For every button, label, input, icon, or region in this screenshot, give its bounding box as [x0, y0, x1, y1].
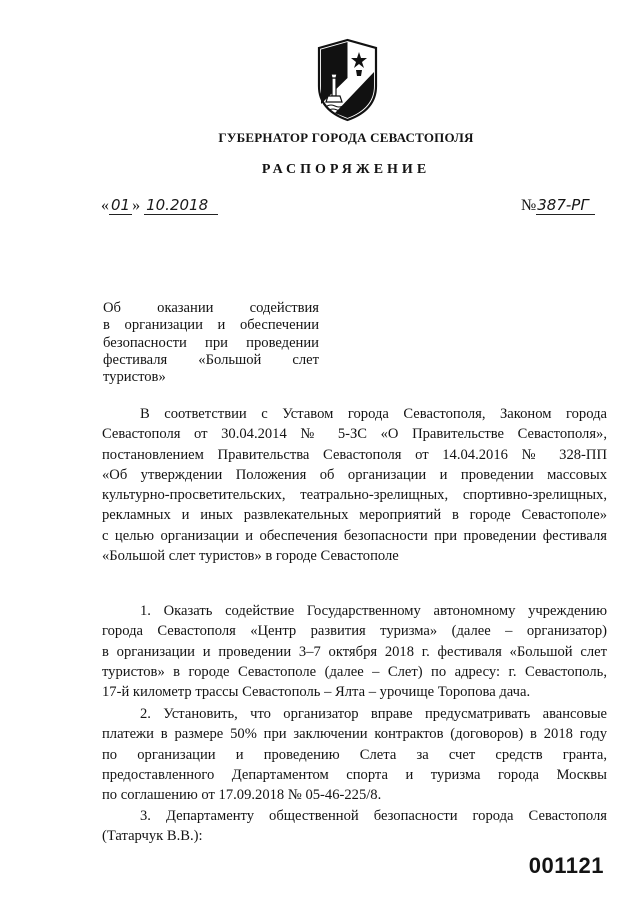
subject-line: безопасности при проведении	[103, 334, 319, 351]
subject-line: Об оказании содействия	[103, 300, 319, 316]
paragraph-line: туристов» в городе Севастополе (далее – Слет) по адресу: г. Севастополь,	[102, 663, 607, 680]
paragraph-line: 3. Департаменту общественной безопасности города Севастополя	[140, 808, 607, 824]
paragraph-line: платежи в размере 50% при заключении контрактов (договоров) в 2018 году	[102, 726, 607, 743]
paragraph-line: (Татарчук В.В.):	[102, 828, 203, 845]
document-date	[101, 196, 218, 215]
subject-line: туристов»	[103, 369, 166, 386]
number-value: 387-РГ	[536, 196, 594, 215]
document-type-title: РАСПОРЯЖЕНИЕ	[261, 162, 431, 177]
paragraph-line: по организации и проведению Слета за счет средств гранта,	[102, 746, 607, 763]
sevastopol-coat-of-arms-icon	[315, 38, 380, 122]
item-1-paragraph	[102, 601, 607, 702]
document-subject	[103, 300, 319, 386]
document-number	[521, 196, 595, 215]
subject-line: в организации и обеспечении	[103, 317, 319, 334]
date-day: 01	[111, 196, 131, 214]
subject-line: фестиваля «Большой слет	[103, 351, 319, 368]
date-close-quote: »	[132, 197, 141, 214]
paragraph-line: Севастополя от 30.04.2014 № 5-ЗС «О Правительстве Севастополя»,	[102, 426, 607, 443]
number-prefix: №	[521, 197, 537, 214]
paragraph-line: 1. Оказать содействие Государственному автономному учреждению	[140, 603, 607, 619]
paragraph-line: с целью организации и обеспечения безопасности при проведении фестиваля	[102, 527, 607, 544]
paragraph-line: 2. Установить, что организатор вправе предусматривать авансовые	[140, 706, 607, 722]
paragraph-line: города Севастополя «Центр развития туризма» (далее – организатор)	[102, 623, 607, 640]
paragraph-line: 17-й километр трассы Севастополь – Ялта – урочище Торопова дача.	[102, 684, 531, 701]
page-serial-code: 001121	[528, 853, 604, 878]
paragraph-line: «Об утверждении Положения об организации и проведении массовых	[102, 466, 607, 483]
date-open-quote: «	[101, 197, 109, 214]
paragraph-line: «Большой слет туристов» в городе Севастополе	[102, 548, 399, 565]
paragraph-line: культурно-просветительских, театрально-зрелищных, спортивно-зрелищных,	[102, 487, 607, 504]
paragraph-line: по соглашению от 17.09.2018 № 05-46-225/8.	[102, 787, 382, 804]
paragraph-line: В соответствии с Уставом города Севастополя, Законом города	[140, 406, 607, 422]
item-2-paragraph	[102, 704, 607, 805]
preamble-paragraph	[102, 404, 607, 566]
issuer-title: ГУБЕРНАТОР ГОРОДА СЕВАСТОПОЛЯ	[218, 130, 474, 145]
item-3-paragraph	[102, 806, 607, 847]
date-month-year: 10.2018	[144, 196, 218, 215]
paragraph-line: предоставленного Департаментом спорта и туризма города Москвы	[102, 766, 607, 783]
paragraph-line: постановлением Правительства Севастополя от 14.04.2016 № 328-ПП	[102, 446, 607, 463]
paragraph-line: рекламных и иных развлекательных мероприятий в городе Севастополе»	[102, 507, 607, 524]
paragraph-line: в организации и проведении 3–7 октября 2018 г. фестиваля «Большой слет	[102, 643, 607, 660]
